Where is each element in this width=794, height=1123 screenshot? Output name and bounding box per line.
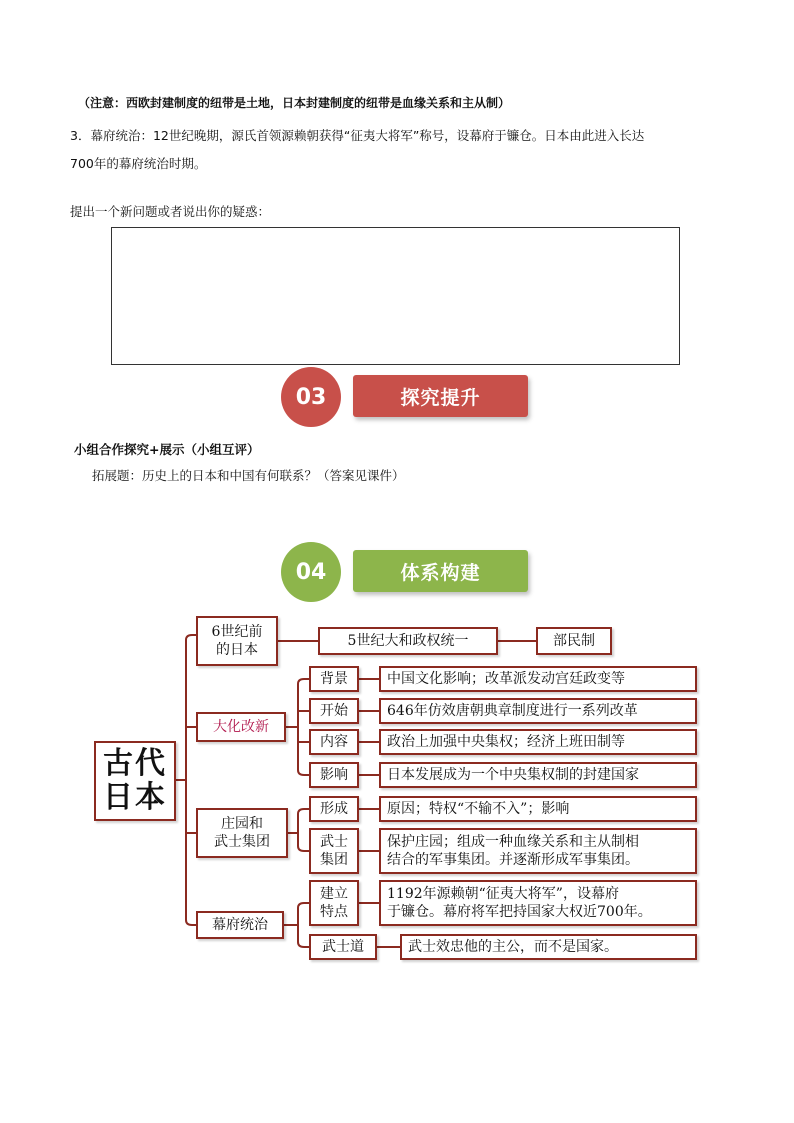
taika-item-key <box>309 698 359 724</box>
taika-background-value: 中国文化影响；改革派发动宫廷政变等 <box>387 671 625 687</box>
node-bemin-system <box>536 627 612 655</box>
node-yamato-unification-label: 5世纪大和政权统一 <box>347 633 469 649</box>
shogun-establishment-key-line-1: 建立 <box>320 886 348 902</box>
samurai-group-key-line-2: 集团 <box>320 852 348 868</box>
shogun-item-value <box>400 934 697 960</box>
manor-item-key <box>309 796 359 822</box>
taika-content-key: 内容 <box>320 734 348 750</box>
node-taika-reform-label: 大化改新 <box>213 719 269 735</box>
node-yamato-unification <box>318 627 498 655</box>
node-pre-6th-century-line-1: 6世纪前 <box>211 624 263 640</box>
bushido-value: 武士效忠他的主公，而不是国家。 <box>408 939 618 955</box>
taika-item-value <box>379 698 697 724</box>
shogun-item-value <box>379 880 697 926</box>
manor-item-key <box>309 828 359 874</box>
manor-item-value <box>379 796 697 822</box>
shogun-establishment-key-line-2: 特点 <box>320 904 348 920</box>
node-pre-6th-century <box>196 616 278 666</box>
question-prompt: 提出一个新问题或者说出你的疑惑： <box>70 204 271 219</box>
node-pre-6th-century-line-2: 的日本 <box>216 642 258 658</box>
taika-item-key <box>309 666 359 692</box>
node-bemin-system-label: 部民制 <box>553 633 595 649</box>
taika-impact-value: 日本发展成为一个中央集权制的封建国家 <box>387 767 639 783</box>
node-taika-reform <box>196 712 286 742</box>
section-3-number: 03 <box>295 384 327 410</box>
samurai-group-value-line-2: 结合的军事集团。并逐渐形成军事集团。 <box>387 852 639 868</box>
taika-item-value <box>379 666 697 692</box>
node-manor-samurai-line-1: 庄园和 <box>221 816 263 832</box>
bushido-key: 武士道 <box>322 939 364 955</box>
taika-impact-key: 影响 <box>320 767 348 783</box>
taika-item-value <box>379 762 697 788</box>
taika-content-value: 政治上加强中央集权；经济上班田制等 <box>387 734 625 750</box>
group-cooperation-label: 小组合作探究+展示（小组互评） <box>74 442 260 457</box>
shogun-item-key <box>309 880 359 926</box>
taika-item-key <box>309 762 359 788</box>
node-manor-samurai-line-2: 武士集团 <box>214 834 270 850</box>
mindmap-root <box>94 741 176 821</box>
samurai-group-key-line-1: 武士 <box>320 834 348 850</box>
section-3-title: 探究提升 <box>400 386 481 409</box>
manor-item-value <box>379 828 697 874</box>
taika-start-key: 开始 <box>320 703 348 719</box>
mindmap-root-label: 古代日本 <box>103 746 167 815</box>
taika-item-value <box>379 729 697 755</box>
section-4-title: 体系构建 <box>400 561 481 584</box>
node-shogunate <box>196 911 284 939</box>
shogun-establishment-value-line-1: 1192年源赖朝“征夷大将军”，设幕府 <box>387 886 619 902</box>
node-shogunate-label: 幕府统治 <box>212 917 268 933</box>
point-3-line-2: 700年的幕府统治时期。 <box>70 156 207 171</box>
manor-formation-value: 原因；特权“不输不入”；影响 <box>387 801 570 817</box>
taika-start-value: 646年仿效唐朝典章制度进行一系列改革 <box>387 703 638 719</box>
point-3-line-1: 3．幕府统治：12世纪晚期，源氏首领源赖朝获得“征夷大将军”称号，设幕府于镰仓。日本由此进入长达 <box>70 128 645 143</box>
note-text: （注意：西欧封建制度的纽带是土地，日本封建制度的纽带是血缘关系和主从制） <box>78 96 511 110</box>
manor-formation-key: 形成 <box>320 801 348 817</box>
shogun-establishment-value-line-2: 于镰仓。幕府将军把持国家大权近700年。 <box>387 904 652 920</box>
node-manor-samurai <box>196 808 288 858</box>
taika-item-key <box>309 729 359 755</box>
section-4-number: 04 <box>295 559 327 585</box>
shogun-item-key <box>309 934 377 960</box>
samurai-group-value-line-1: 保护庄园；组成一种血缘关系和主从制相 <box>387 834 639 850</box>
extension-question: 拓展题：历史上的日本和中国有何联系？（答案见课件） <box>92 468 405 483</box>
taika-background-key: 背景 <box>320 671 348 687</box>
